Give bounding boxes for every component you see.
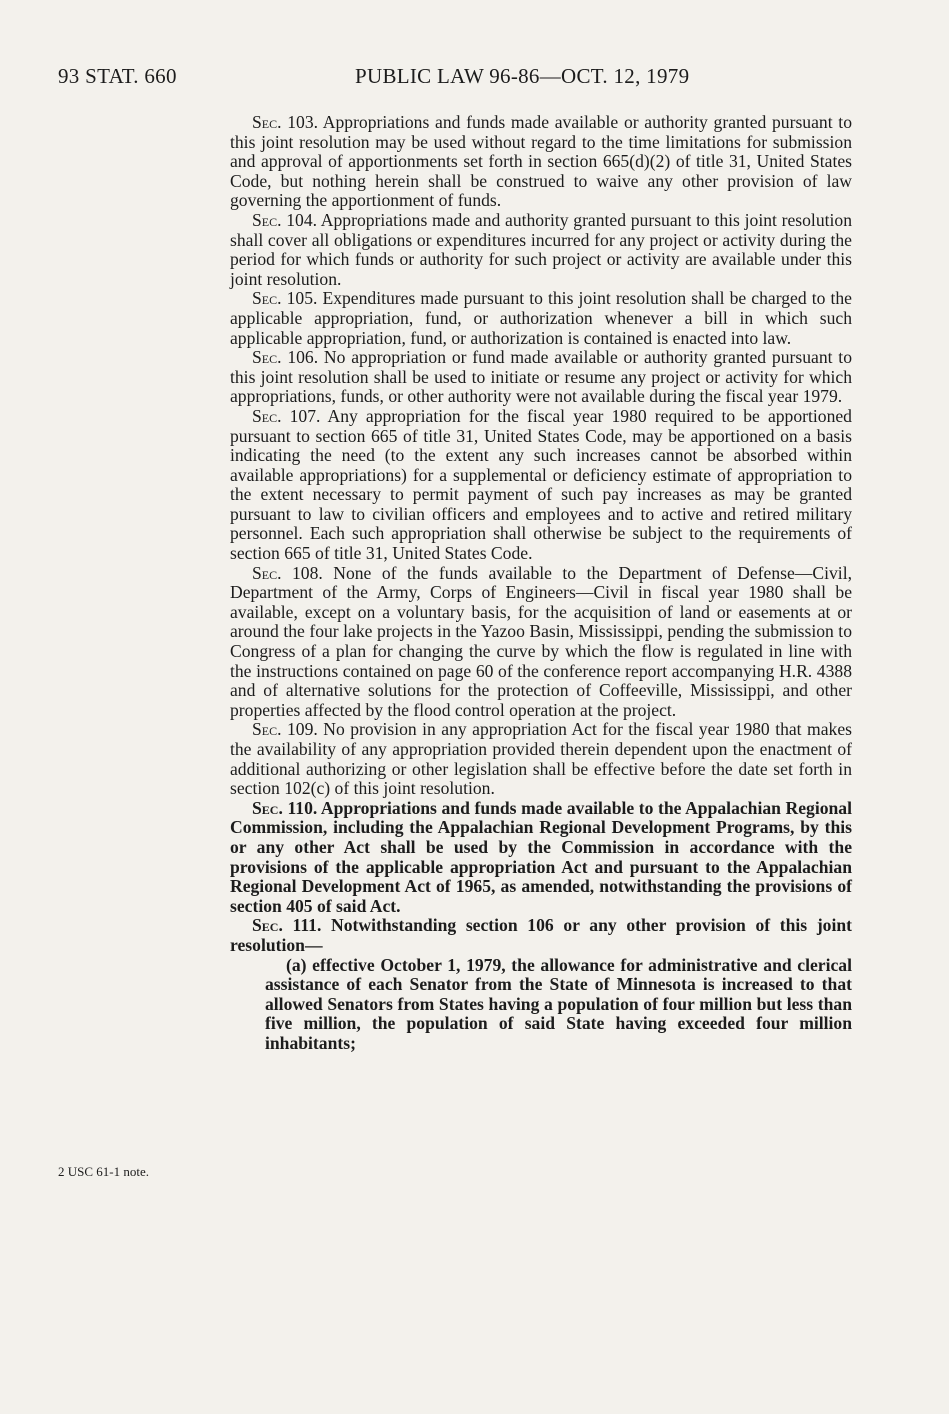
section-label: Sec. 104. <box>252 209 318 230</box>
section-111 <box>230 916 852 955</box>
section-text: Appropriations and funds made available to the Appalachian Regional Commission, including the Appalachian Regional Development Programs, by this or any other Act shall be used by the Commission in accordance with the provisions of the applicable appropriation Act and pursuant to the Appalachian Regional Development Act of 1965, as amended, notwithstanding the provisions of section 405 of said Act. <box>230 797 852 916</box>
section-label: Sec. 111. <box>252 915 322 936</box>
subparagraph-a: (a) effective October 1, 1979, the allowance for administrative and clerical assistance of each Senator from the State of Minnesota is increased to that allowed Senators from States having a population of four million but less than five million, the population of said State having exceeded four million inhabitants; <box>265 954 852 1053</box>
section-text: No appropriation or fund made available or authority granted pursuant to this joint resolution shall be used to initiate or resume any project or activity for which appropriations, funds, or other authority were not available during the fiscal year 1979. <box>230 347 852 407</box>
section-label: Sec. 107. <box>252 405 321 426</box>
section-label: Sec. 109. <box>252 719 318 740</box>
section-text: None of the funds available to the Department of Defense—Civil, Department of the Army, Corps of Engineers—Civil in fiscal year 1980 shall be available, except on a voluntary basis, for the acquisition of land or easements at or around the four lake projects in the Yazoo Basin, Mississippi, pending the submission to Congress of a plan for changing the curve by which the flow is regulated in line with the instructions contained on page 60 of the conference report accompanying H.R. 4388 and of alternative solutions for the protection of Coffeeville, Mississippi, and other properties affected by the flood control operation at the project. <box>230 562 852 720</box>
section-label: Sec. 106. <box>252 347 319 368</box>
section-label: Sec. 103. <box>252 112 319 132</box>
section-label: Sec. 110. <box>252 797 318 818</box>
section-text: Appropriations made and authority granted pursuant to this joint resolution shall cover all obligations or expenditures incurred for any project or activity during the period for which funds or authority for such project or activity are available under this joint resolution. <box>230 209 852 289</box>
section-label: Sec. 108. <box>252 562 323 583</box>
margin-note: 2 USC 61-1 note. <box>58 1164 149 1179</box>
section-text: Any appropriation for the fiscal year 1980 required to be apportioned pursuant to section 665 of title 31, United States Code, may be apportioned on a basis indicating the need (to the extent any such increases cannot be absorbed within available appropriations) for a supplemental or deficiency estimate of appropriation to the extent necessary to permit payment of such pay increases as may be granted pursuant to law to civilian officers and employees and to active and retired military personnel. Each such appropriation shall otherwise be subject to the requirements of section 665 of title 31, United States Code. <box>230 405 852 564</box>
section-110 <box>230 799 852 917</box>
stat-reference: 93 STAT. 660 <box>58 64 177 88</box>
section-text: Appropriations and funds made available or authority granted pursuant to this joint resolution may be used without regard to the time limitations for submission and approval of apportionments set forth in section 665(d)(2) of title 31, United States Code, but nothing herein shall be construed to waive any other provision of law governing the apportionment of funds. <box>230 112 852 211</box>
section-text: No provision in any appropriation Act for the fiscal year 1980 that makes the availability of any appropriation provided therein dependent upon the enactment of additional authorizing or other legislation shall be effective before the date set forth in section 102(c) of this joint resolution. <box>230 719 852 799</box>
section-text: Notwithstanding section 106 or any other provision of this joint resolution— <box>230 915 853 955</box>
section-103 <box>230 113 852 211</box>
section-108 <box>230 564 852 721</box>
section-109 <box>230 720 852 798</box>
section-text: Expenditures made pursuant to this joint resolution shall be charged to the applicable appropriation, fund, or authorization whenever a bill in which such applicable appropriation, fund, or authorization is contained is enacted into law. <box>230 288 852 348</box>
law-title: PUBLIC LAW 96-86—OCT. 12, 1979 <box>355 64 690 88</box>
section-107 <box>230 407 852 564</box>
section-106 <box>230 348 852 407</box>
section-label: Sec. 105. <box>252 288 318 309</box>
section-105 <box>230 289 852 348</box>
section-104 <box>230 211 852 289</box>
body-text <box>230 113 852 1054</box>
